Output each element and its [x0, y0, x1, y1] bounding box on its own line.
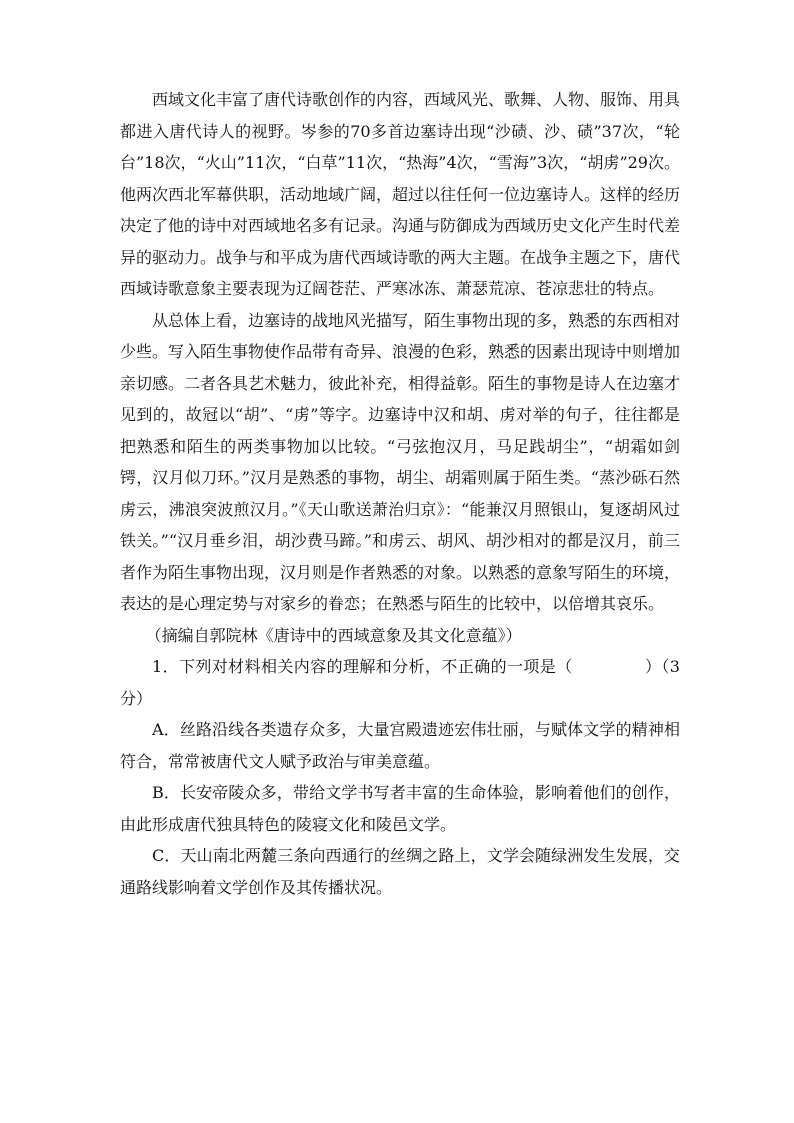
question-score: ）（3分） [120, 657, 680, 708]
option-c: C．天山南北两麓三条向西通行的丝绸之路上，文学会随绿洲发生发展，交通路线影响着文学创作及其传播状况。 [120, 846, 680, 897]
paragraph-frontier-poetry: 从总体上看，边塞诗的战地风光描写，陌生事物出现的多，熟悉的东西相对少些。写入陌生事物使作品带有奇异、浪漫的色彩，熟悉的因素出现诗中则增加亲切感。二者各具艺术魅力，彼此补充，相得益彰。陌生的事物是诗人在边塞才见到的，故冠以“胡”、“虏”等字。边塞诗中汉和胡、虏对举的句子，往往都是把熟悉和陌生的两类事物加以比较。“弓弦抱汉月，马足践胡尘”，“胡霜如剑锷，汉月似刀环。”汉月是熟悉的事物，胡尘、胡霜则属于陌生类。“蒸沙砾石然虏云，沸浪突波煎汉月。”《天山歌送萧治归京》：“能兼汉月照银山，复逐胡风过铁关。”“汉月垂乡泪，胡沙费马蹄。”和虏云、胡风、胡沙相对的都是汉月，前三者作为陌生事物出现，汉月则是作者熟悉的对象。以熟悉的意象写陌生的环境，表达的是心理定势与对家乡的眷恋；在熟悉与陌生的比较中，以倍增其哀乐。 [120, 310, 681, 613]
question-1 [120, 651, 680, 714]
document-page [120, 84, 680, 903]
paragraph-western-culture: 西域文化丰富了唐代诗歌创作的内容，西域风光、歌舞、人物、服饰、用具都进入唐代诗人的视野。岑参的70多首边塞诗出现“沙碛、沙、碛”37次，“轮台”18次，“火山”11次，“白草”11次，“热海”4次，“雪海”3次，“胡虏”29次。他两次西北军幕供职，活动地域广阔，超过以往任何一位边塞诗人。这样的经历决定了他的诗中对西域地名多有记录。沟通与防御成为西域历史文化产生时代差异的驱动力。战争与和平成为唐代西域诗歌的两大主题。在战争主题之下，唐代西域诗歌意象主要表现为辽阔苍茫、严寒冰冻、萧瑟荒凉、苍凉悲壮的特点。 [120, 90, 681, 298]
question-stem: 1．下列对材料相关内容的理解和分析，不正确的一项是（ [152, 657, 573, 676]
source-citation: （摘编自郭院林《唐诗中的西域意象及其文化意蕴》） [145, 625, 522, 645]
option-b: B．长安帝陵众多，带给文学书写者丰富的生命体验，影响着他们的创作，由此形成唐代独具特色的陵寝文化和陵邑文学。 [120, 783, 680, 834]
option-a: A．丝路沿线各类遗存众多，大量宫殿遗迹宏伟壮丽，与赋体文学的精神相符合，常常被唐代文人赋予政治与审美意蕴。 [120, 720, 680, 771]
